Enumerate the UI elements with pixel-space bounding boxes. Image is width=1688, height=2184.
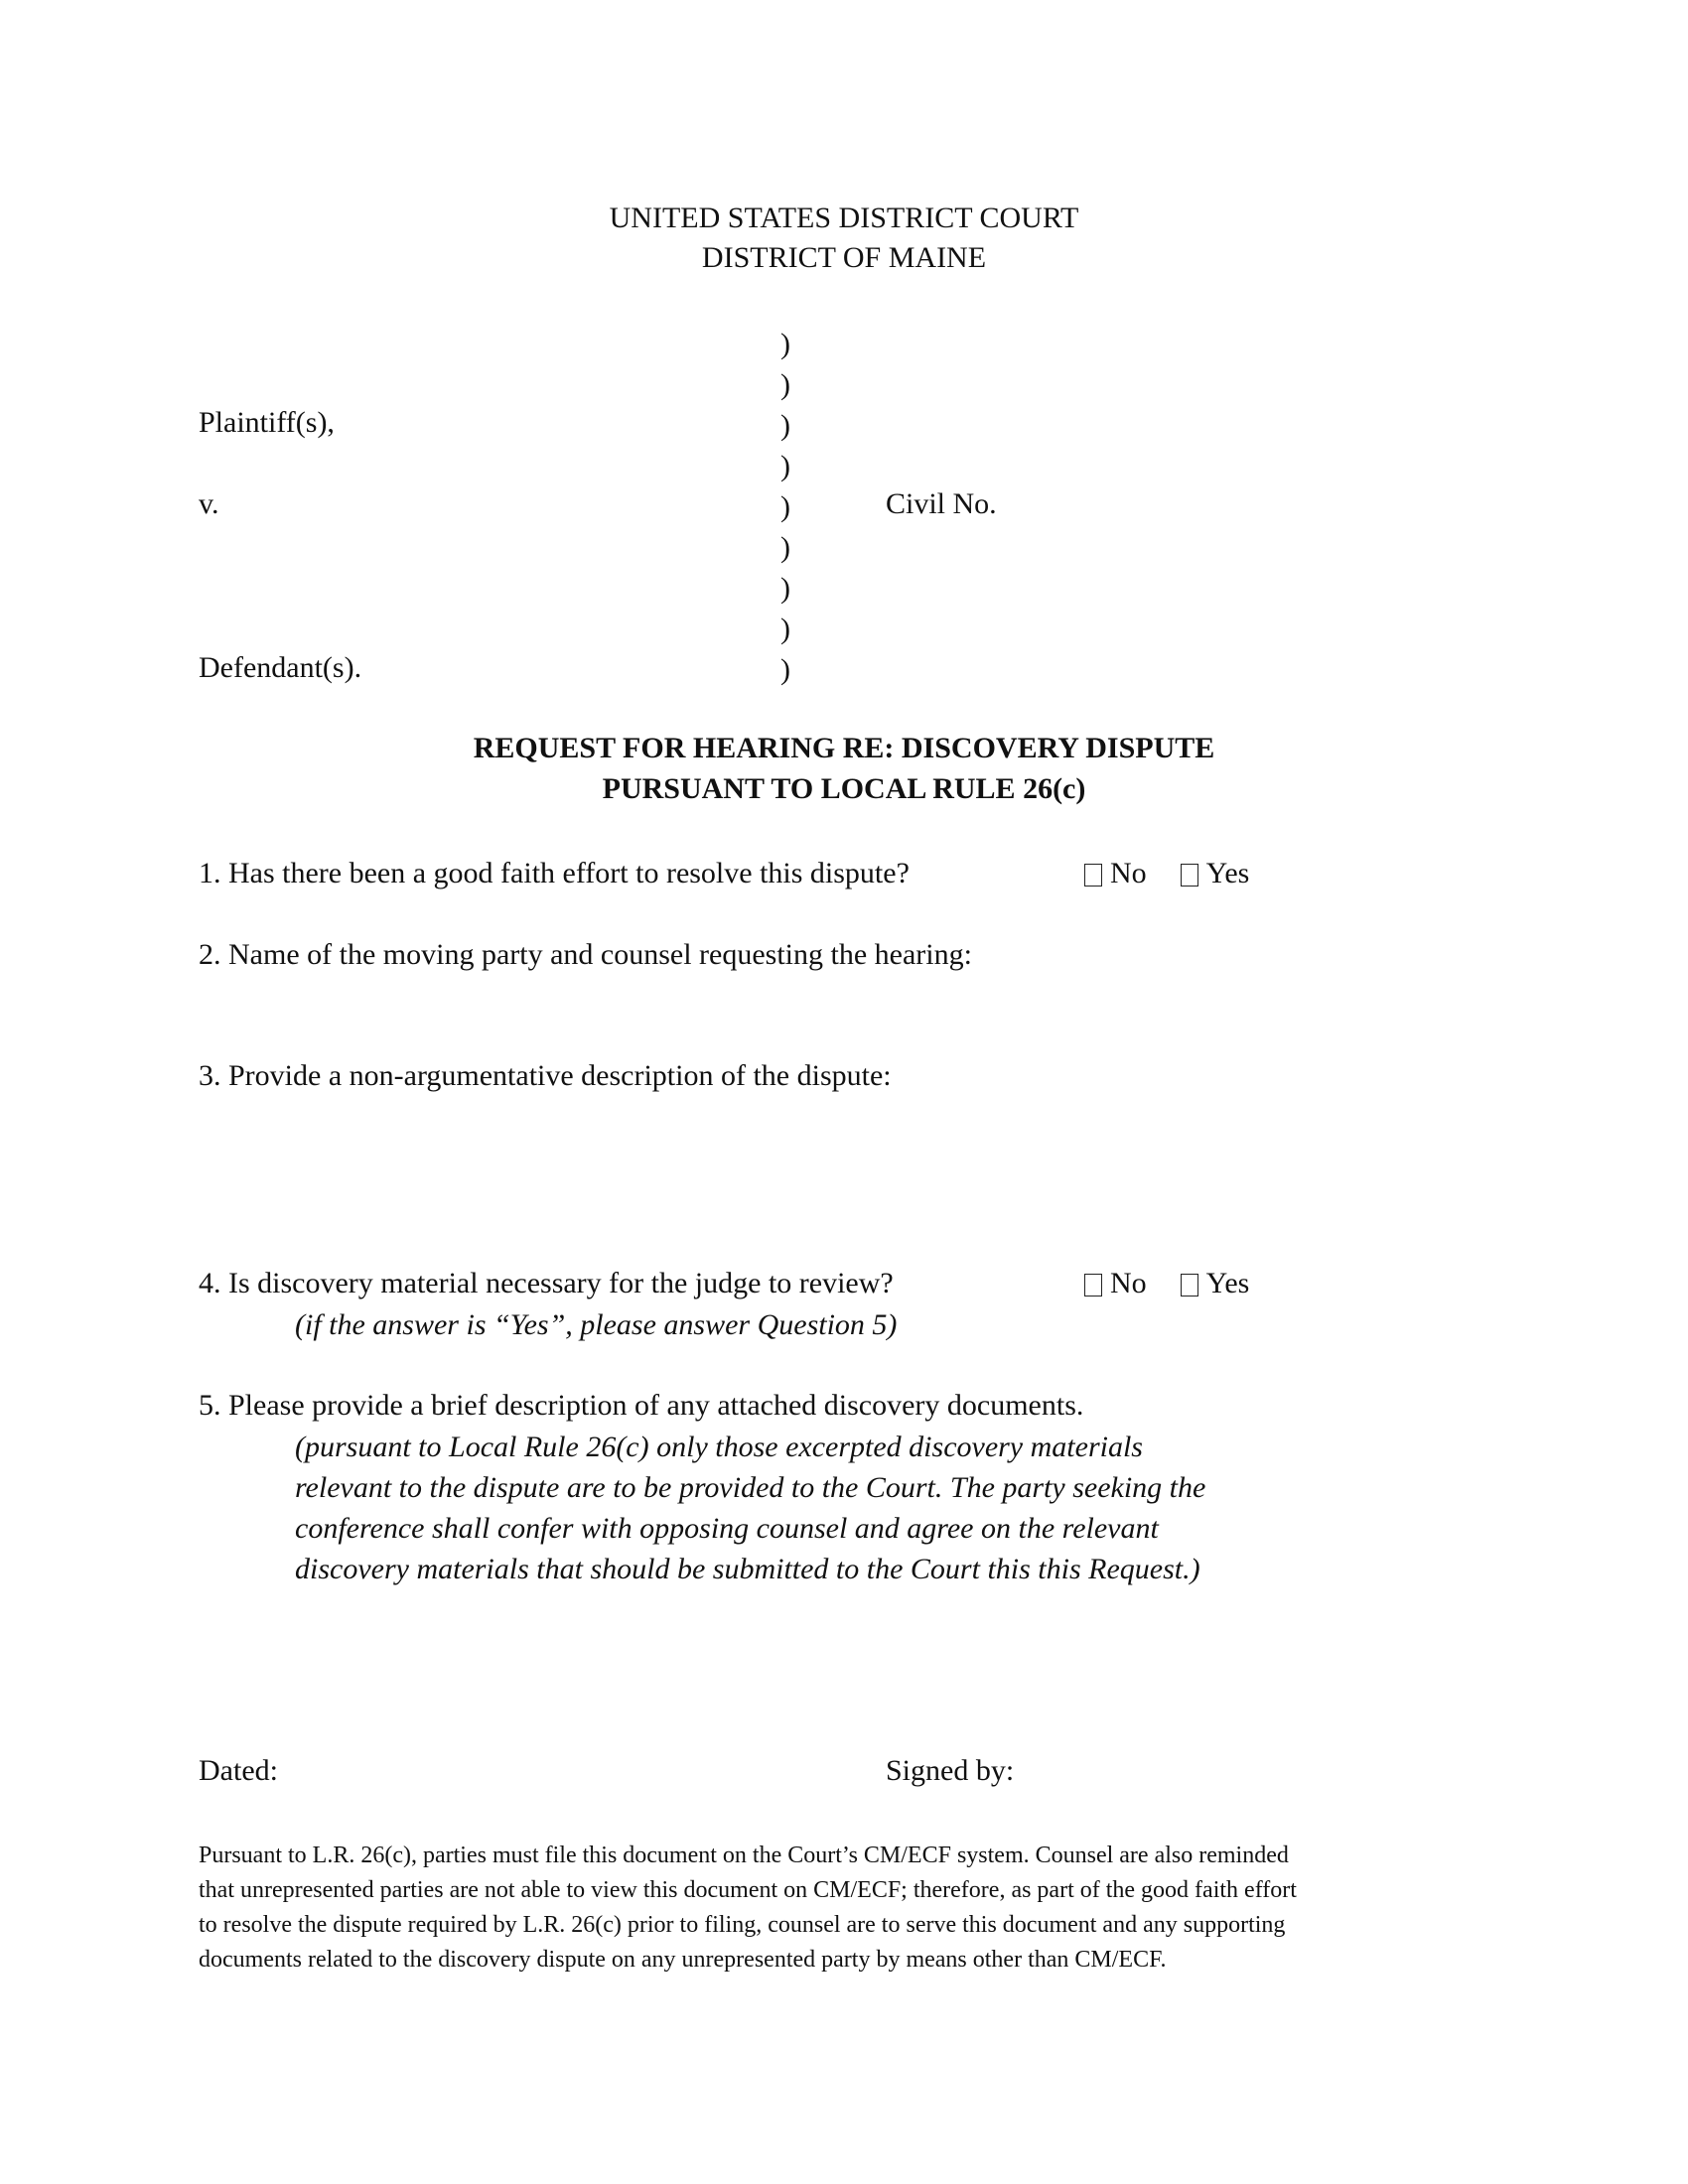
date-field[interactable]: [298, 1751, 834, 1791]
versus-label: v.: [199, 487, 219, 520]
footer-notice-line: that unrepresented parties are not able to view this document on CM/ECF; therefore, as part of the good faith effort: [199, 1877, 1297, 1903]
question-5-answer-field[interactable]: [199, 1598, 1489, 1747]
caption-parenthesis: ): [780, 531, 790, 564]
question-5-note-line: relevant to the dispute are to be provided to the Court. The party seeking the: [295, 1471, 1206, 1504]
caption-parenthesis: ): [780, 368, 790, 401]
yes-label: Yes: [1205, 857, 1250, 889]
checkbox-box[interactable]: [1084, 864, 1102, 887]
document-title: REQUEST FOR HEARING RE: DISCOVERY DISPUTE: [473, 732, 1215, 764]
caption-parenthesis: ): [780, 613, 790, 645]
civil-no-label: Civil No.: [886, 487, 997, 520]
defendant-label: Defendant(s).: [199, 651, 362, 684]
caption-parenthesis: ): [780, 409, 790, 442]
yes-label: Yes: [1205, 1267, 1250, 1299]
no-label: No: [1110, 857, 1147, 889]
civil-number-field[interactable]: [1033, 484, 1430, 524]
question-5-note-line: (pursuant to Local Rule 26(c) only those excerpted discovery materials: [295, 1431, 1143, 1463]
question-1-yes-checkbox[interactable]: [1181, 854, 1250, 893]
question-4-options: [1084, 1264, 1283, 1303]
question-5-note-line: discovery materials that should be submitted to the Court this this Request.): [295, 1553, 1200, 1585]
caption-parenthesis: ): [780, 450, 790, 482]
caption-parenthesis: ): [780, 490, 790, 523]
question-2-answer-field[interactable]: [199, 978, 1489, 1052]
question-1-no-checkbox[interactable]: [1084, 854, 1147, 893]
caption-parenthesis-column: [780, 324, 810, 690]
signed-by-label: Signed by:: [886, 1754, 1015, 1787]
question-4-no-checkbox[interactable]: [1084, 1264, 1147, 1303]
question-4-yes-checkbox[interactable]: [1181, 1264, 1250, 1303]
document-subtitle: PURSUANT TO LOCAL RULE 26(c): [602, 772, 1086, 805]
question-5-note-line: conference shall confer with opposing counsel and agree on the relevant: [295, 1512, 1159, 1545]
question-3-text: 3. Provide a non-argumentative description of the dispute:: [199, 1059, 892, 1092]
caption-parenthesis: ): [780, 653, 790, 686]
question-1-options: [1084, 854, 1283, 893]
checkbox-box[interactable]: [1181, 1274, 1198, 1297]
dated-label: Dated:: [199, 1754, 278, 1787]
footer-notice-line: documents related to the discovery dispute on any unrepresented party by means other than CM/ECF.: [199, 1947, 1167, 1973]
caption-parenthesis: ): [780, 328, 790, 360]
question-1-text: 1. Has there been a good faith effort to resolve this dispute?: [199, 857, 910, 889]
question-3-answer-field[interactable]: [199, 1100, 1489, 1259]
question-4-text: 4. Is discovery material necessary for the judge to review?: [199, 1267, 894, 1299]
caption-parenthesis: ): [780, 572, 790, 605]
no-label: No: [1110, 1267, 1147, 1299]
plaintiff-name-field[interactable]: [199, 328, 755, 401]
defendant-name-field[interactable]: [199, 572, 755, 645]
footer-notice-line: Pursuant to L.R. 26(c), parties must file this document on the Court’s CM/ECF system. Counsel are also reminded: [199, 1843, 1289, 1868]
signature-field[interactable]: [1033, 1751, 1489, 1791]
court-district: DISTRICT OF MAINE: [701, 241, 987, 274]
question-4-note: (if the answer is “Yes”, please answer Question 5): [295, 1308, 898, 1341]
question-5-text: 5. Please provide a brief description of any attached discovery documents.: [199, 1389, 1084, 1422]
question-2-text: 2. Name of the moving party and counsel requesting the hearing:: [199, 938, 972, 971]
footer-notice: [199, 1839, 1489, 1978]
checkbox-box[interactable]: [1181, 864, 1198, 887]
court-name: UNITED STATES DISTRICT COURT: [609, 202, 1079, 234]
footer-notice-line: to resolve the dispute required by L.R. 26(c) prior to filing, counsel are to serve this document and any supporting: [199, 1912, 1286, 1938]
plaintiff-label: Plaintiff(s),: [199, 406, 335, 439]
checkbox-box[interactable]: [1084, 1274, 1102, 1297]
